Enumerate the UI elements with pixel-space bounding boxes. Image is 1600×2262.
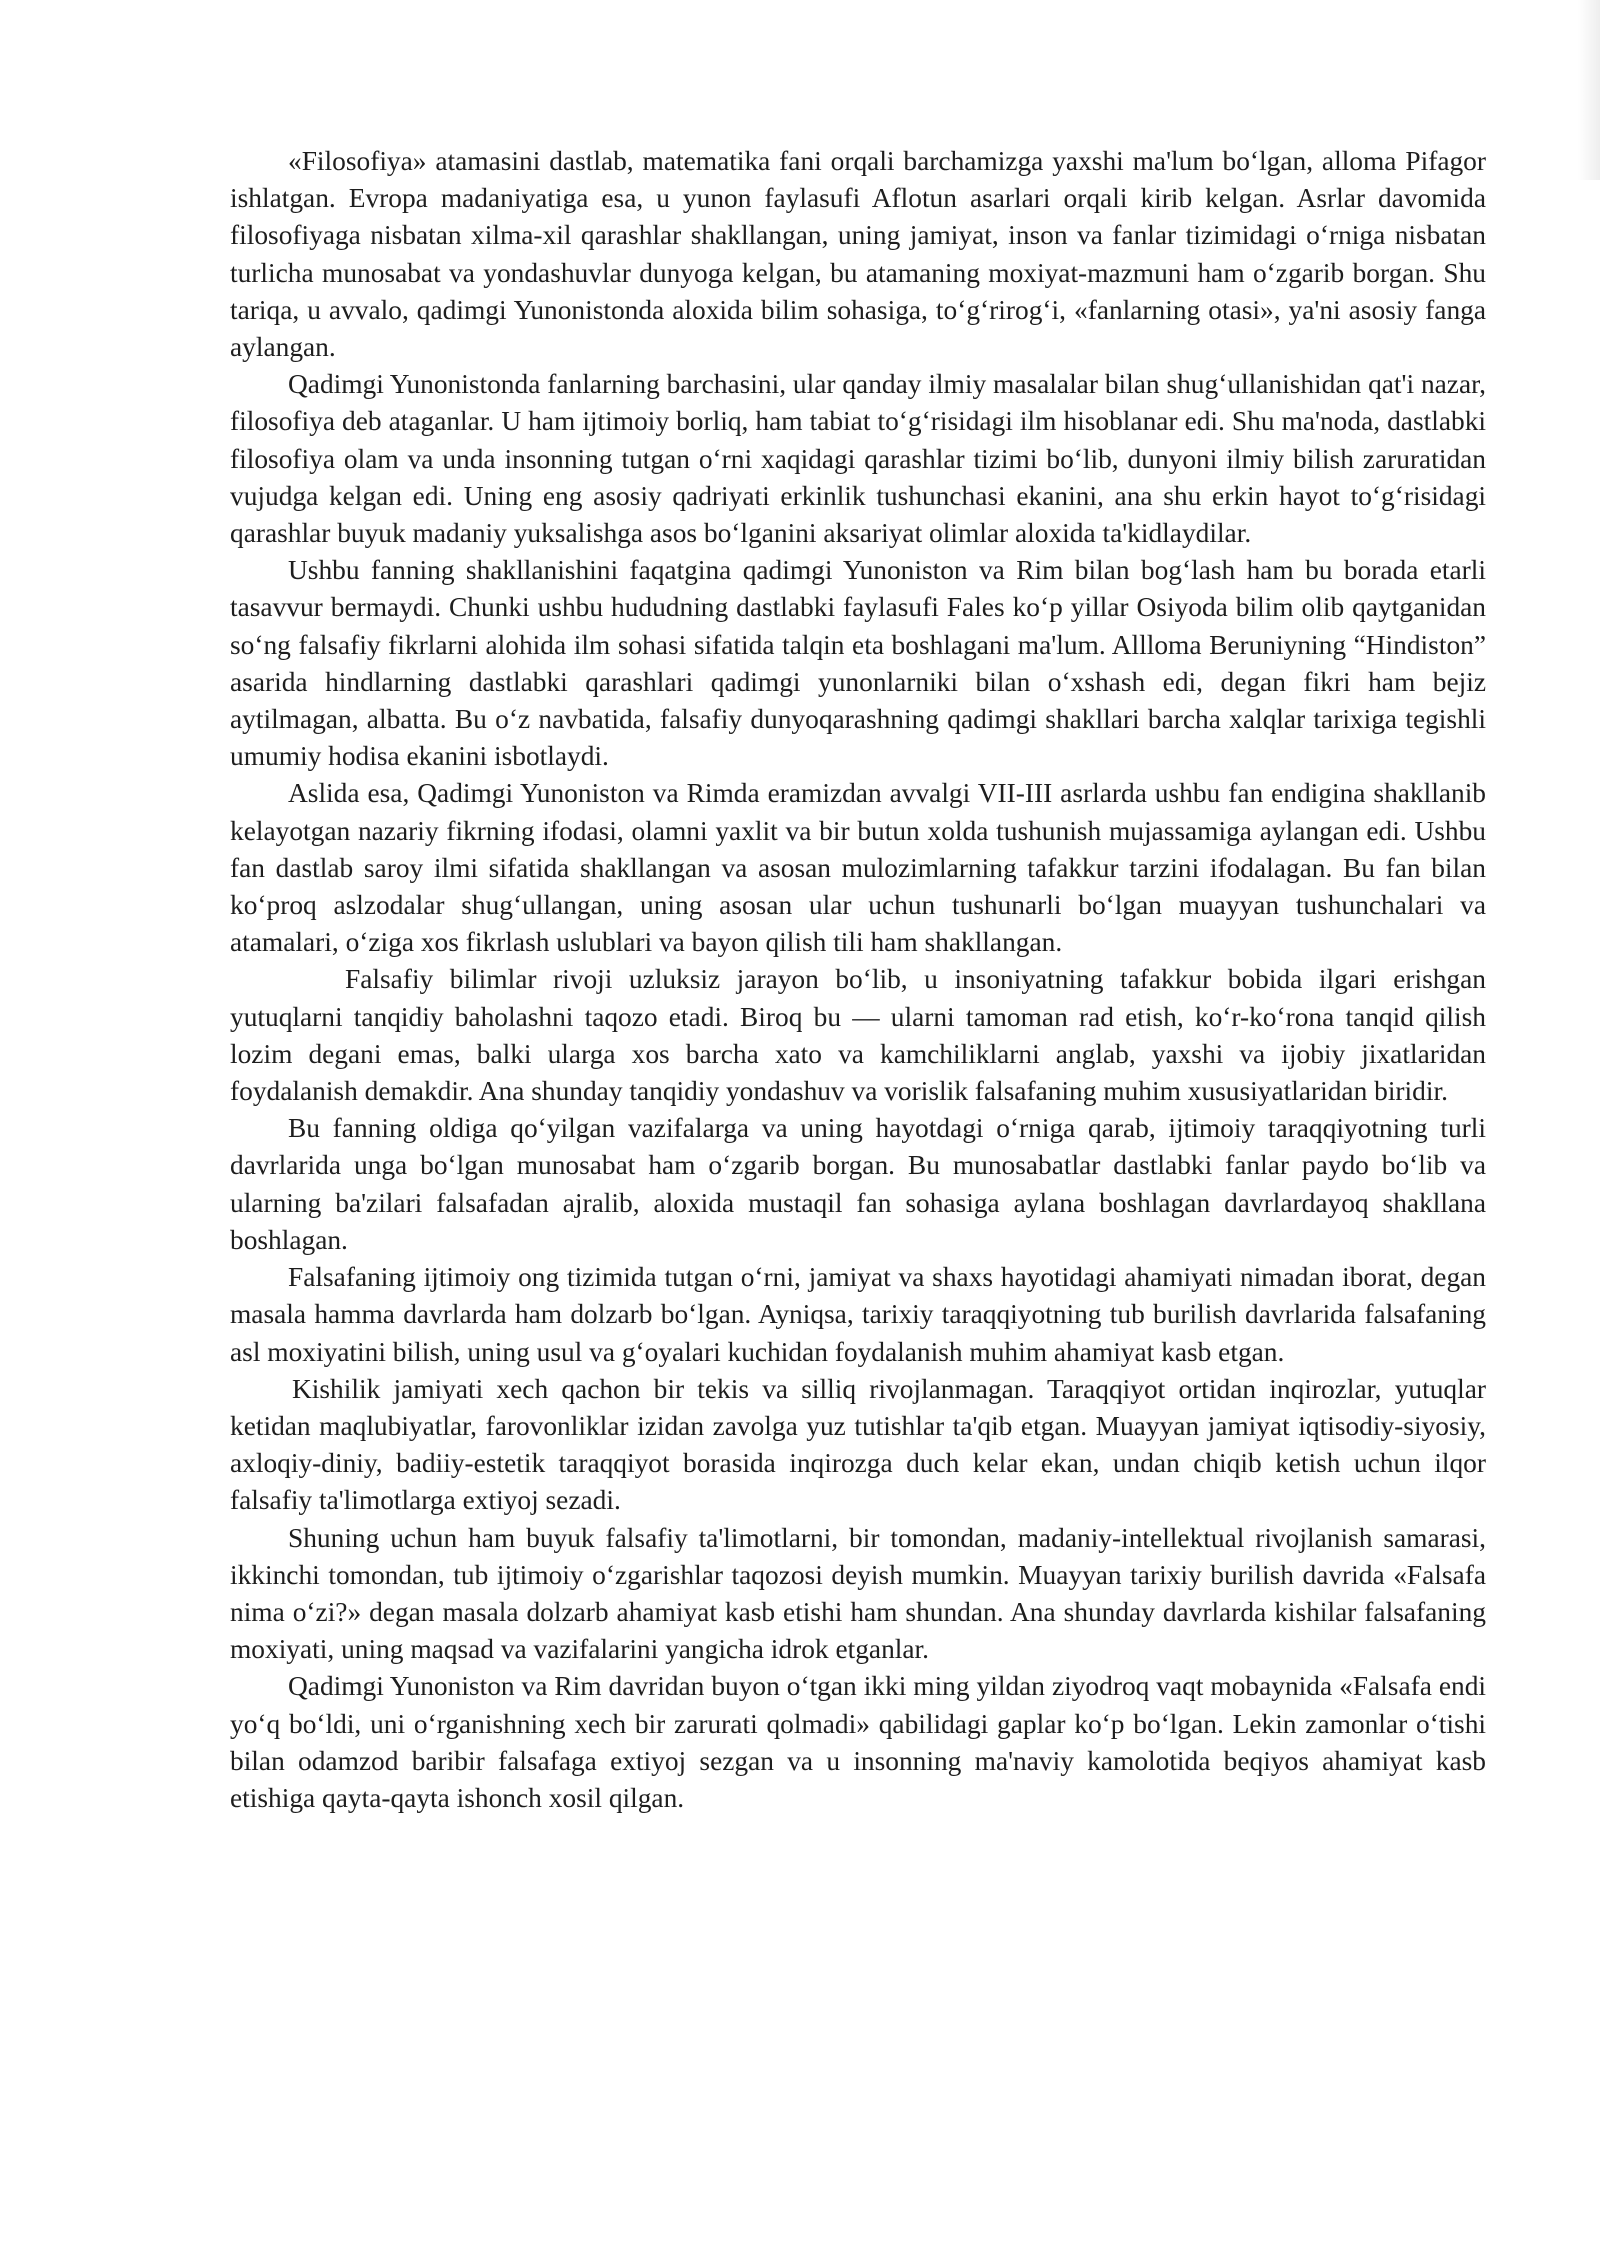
paragraph-ancient-greece: Qadimgi Yunonistonda fanlarning barchasini, ular qanday ilmiy masalalar bilan shug‘ullanishidan qat'i nazar, filosofiya deb ataganlar. U ham ijtimoiy borliq, ham tabiat to‘g‘risidagi ilm hisoblanar edi. Shu ma'noda, dastlabki filosofiya olam va unda insonning tutgan o‘rni xaqidagi qarashlar tizimi bo‘lib, dunyoni ilmiy bilish zaruratidan vujudga kelgan edi. Uning eng asosiy qadriyati erkinlik tushunchasi ekanini, ana shu erkin hayot to‘g‘risidagi qarashlar buyuk madaniy yuksalishga asos bo‘lganini aksariyat olimlar aloxida ta'kidlaydilar. — [230, 369, 1486, 549]
paragraph-falsafiy-bilimlar: Falsafiy bilimlar rivoji uzluksiz jarayon bo‘lib, u insoniyatning tafakkur bobida ilgari erishgan yutuqlarni tanqidiy baholashni taqozo etadi. Biroq bu — ularni tamoman rad etish, ko‘r-ko‘rona tanqid qilish lozim degani emas, balki ularga xos barcha xato va kamchiliklarni anglab, yaxshi va ijobiy jixatlaridan foydalanish demakdir. Ana shunday tanqidiy yondashuv va vorislik falsafaning muhim xususiyatlaridan biridir. — [230, 964, 1486, 1107]
page-edge-shadow — [1578, 0, 1600, 180]
paragraph-kishilik-jamiyati: Kishilik jamiyati xech qachon bir tekis va silliq rivojlanmagan. Taraqqiyot ortidan inqirozlar, yutuqlar ketidan maqlubiyatlar, farovonliklar izidan zavolga yuz tutishlar ta'qib etgan. Muayyan jamiyat iqtisodiy-siyosiy, axloqiy-diniy, badiiy-estetik taraqqiyot borasida inqirozga duch kelar ekan, undan chiqib ketish uchun ilqor falsafiy ta'limotlarga extiyoj sezadi. — [230, 1373, 1486, 1516]
paragraph-ikki-ming-yil: Qadimgi Yunoniston va Rim davridan buyon o‘tgan ikki ming yildan ziyodroq vaqt mobaynida «Falsafa endi yo‘q bo‘ldi, uni o‘rganishning xech bir zarurati qolmadi» qabilidagi gaplar ko‘p bo‘lgan. Lekin zamonlar o‘tishi bilan odamzod baribir falsafaga extiyoj sezgan va u insonning ma'naviy kamolotida beqiyos ahamiyat kasb etishiga qayta-qayta ishonch xosil qilgan. — [230, 1671, 1486, 1813]
paragraph-filosofiya-term: «Filosofiya» atamasini dastlab, matematika fani orqali barchamizga yaxshi ma'lum bo‘lgan, alloma Pifagor ishlatgan. Evropa madaniyatiga esa, u yunon faylasufi Aflotun asarlari orqali kirib kelgan. Asrlar davomida filosofiyaga nisbatan xilma-xil qarashlar shakllangan, uning jamiyat, inson va fanlar tizimidagi o‘rniga nisbatan turlicha munosabat va yondashuvlar dunyoga kelgan, bu atamaning moxiyat-mazmuni ham o‘zgarib borgan. Shu tariqa, u avvalo, qadimgi Yunonistonda aloxida bilim sohasiga, to‘g‘rirog‘i, «fanlarning otasi», ya'ni asosiy fanga aylangan. — [230, 146, 1486, 363]
paragraph-shuning-uchun: Shuning uchun ham buyuk falsafiy ta'limotlarni, bir tomondan, madaniy-intellektual rivojlanish samarasi, ikkinchi tomondan, tub ijtimoiy o‘zgarishlar taqozosi deyish mumkin. Muayyan tarixiy burilish davrida «Falsafa nima o‘zi?» degan masala dolzarb ahamiyat kasb etishi ham shundan. Ana shunday davrlarda kishilar falsafaning moxiyati, uning maqsad va vazifalarini yangicha idrok etganlar. — [230, 1522, 1486, 1665]
paragraph-greece-rome-origins: Ushbu fanning shakllanishini faqatgina qadimgi Yunoniston va Rim bilan bog‘lash ham bu borada etarli tasavvur bermaydi. Chunki ushbu hududning dastlabki faylasufi Fales ko‘p yillar Osiyoda bilim olib qaytganidan so‘ng falsafiy fikrlarni alohida ilm sohasi sifatida talqin eta boshlagani ma'lum. Allloma Beruniyning “Hindiston” asarida hindlarning dastlabki qarashlari qadimgi yunonlarniki bilan o‘xshash edi, degan fikri ham bejiz aytilmagan, albatta. Bu o‘z navbatida, falsafiy dunyoqarashning qadimgi shakllari barcha xalqlar tarixiga tegishli umumiy hodisa ekanini isbotlaydi. — [230, 555, 1486, 772]
paragraph-aslida-esa: Aslida esa, Qadimgi Yunoniston va Rimda eramizdan avvalgi VII-III asrlarda ushbu fan endigina shakllanib kelayotgan nazariy fikrning ifodasi, olamni yaxlit va bir butun xolda tushunish mujassamiga aylangan edi. Ushbu fan dastlab saroy ilmi sifatida shakllangan va asosan mulozimlarning tafakkur tarzini ifodalagan. Bu fan bilan ko‘proq aslzodalar shug‘ullangan, uning asosan ular uchun tushunarli bo‘lgan muayyan tushunchalari va atamalari, o‘ziga xos fikrlash uslublari va bayon qilish tili ham shakllangan. — [230, 778, 1486, 958]
paragraph-vazifalar: Bu fanning oldiga qo‘yilgan vazifalarga va uning hayotdagi o‘rniga qarab, ijtimoiy taraqqiyotning turli davrlarida unga bo‘lgan munosabat ham o‘zgarib borgan. Bu munosabatlar dastlabki fanlar paydo bo‘lib va ularning ba'zilari falsafadan ajralib, aloxida mustaqil fan sohasiga aylana boshlagan davrlardayoq shakllana boshlagan. — [230, 1113, 1486, 1255]
paragraph-ijtimoiy-ong: Falsafaning ijtimoiy ong tizimida tutgan o‘rni, jamiyat va shaxs hayotidagi ahamiyati nimadan iborat, degan masala hamma davrlarda ham dolzarb bo‘lgan. Ayniqsa, tarixiy taraqqiyotning tub burilish davrlarida falsafaning asl moxiyatini bilish, uning usul va g‘oyalari kuchidan foydalanish muhim ahamiyat kasb etgan. — [230, 1262, 1486, 1367]
document-page — [230, 143, 1486, 1817]
